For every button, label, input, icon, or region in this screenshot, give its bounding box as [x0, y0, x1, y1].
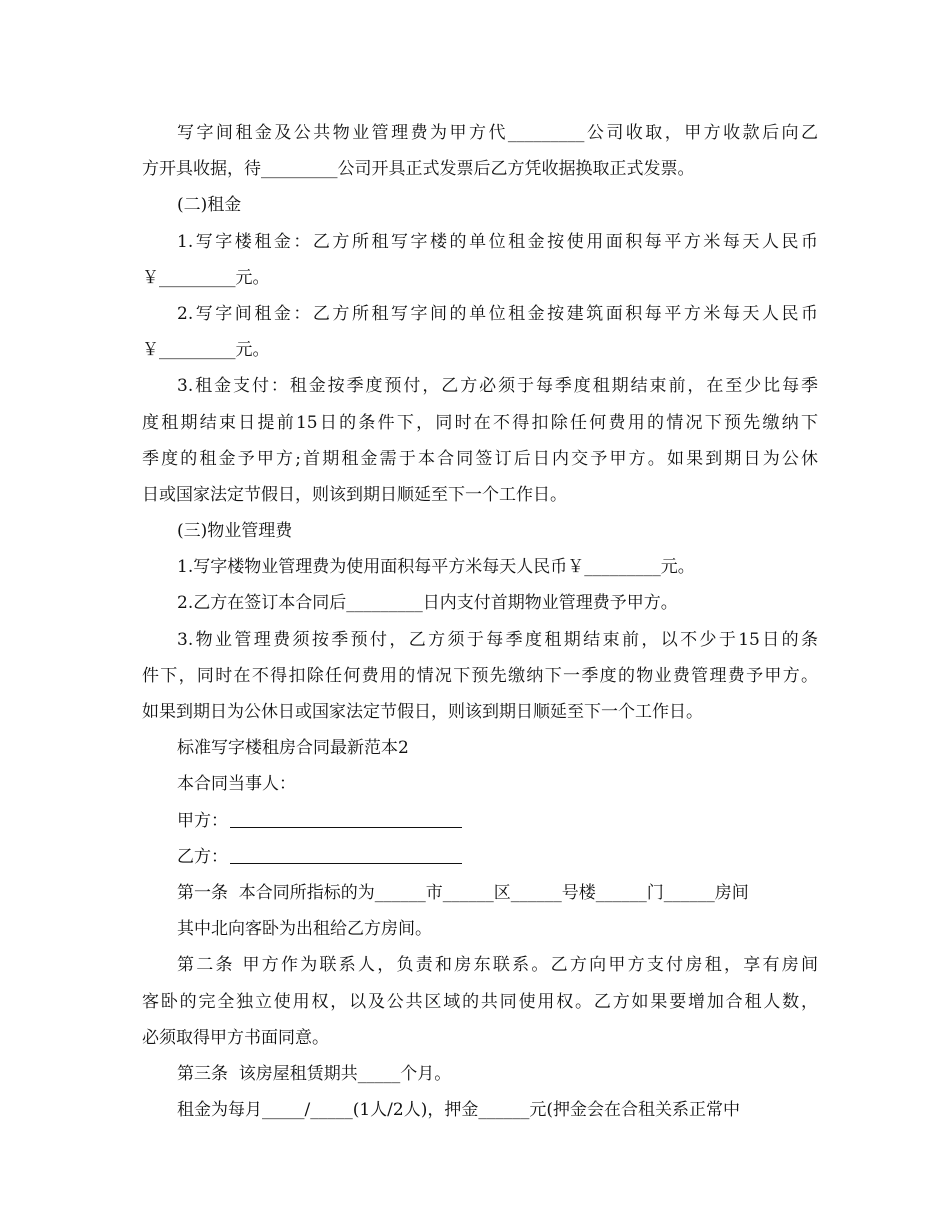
paragraph-line: ￥_________元。	[142, 340, 270, 361]
paragraph-line: 件下，同时在不得扣除任何费用的情况下预先缴纳下一季度的物业费管理费予甲方。	[142, 665, 818, 686]
paragraph-line: 3.租金支付：租金按季度预付，乙方必须于每季度租期结束前，在至少比每季	[177, 376, 818, 397]
paragraph-line: 客卧的完全独立使用权，以及公共区域的共同使用权。乙方如果要增加合租人数，	[142, 991, 818, 1012]
party-a-line	[142, 803, 818, 839]
section-heading: (三)物业管理费	[177, 521, 293, 542]
party-b-signature-blank	[230, 845, 462, 864]
paragraph-line: 2.写字间租金：乙方所租写字间的单位租金按建筑面积每平方米每天人民币	[177, 303, 818, 324]
paragraph-line: 其中北向客卧为出租给乙方房间。	[177, 919, 432, 940]
paragraph-line: 如果到期日为公休日或国家法定节假日，则该到期日顺延至下一个工作日。	[142, 702, 703, 722]
paragraph-line: 方开具收据，待_________公司开具正式发票后乙方凭收据换取正式发票。	[142, 159, 695, 180]
paragraph-line: 2.乙方在签订本合同后_________日内支付首期物业管理费予甲方。	[177, 593, 678, 614]
paragraph-line: 日或国家法定节假日，则该到期日顺延至下一个工作日。	[142, 484, 567, 505]
party-b-line	[142, 839, 818, 875]
document-title: 标准写字楼租房合同最新范本2	[177, 738, 409, 759]
paragraph-line: 3.物业管理费须按季预付，乙方须于每季度租期结束前，以不少于15日的条	[177, 629, 818, 650]
paragraph-line: ￥_________元。	[142, 267, 270, 288]
paragraph-line: 季度的租金予甲方;首期租金需于本合同签订后日内交予甲方。如果到期日为公休	[142, 448, 818, 469]
paragraph-line: 1.写字楼租金：乙方所租写字楼的单位租金按使用面积每平方米每天人民币	[177, 231, 818, 252]
paragraph-line: 写字间租金及公共物业管理费为甲方代_________公司收取，甲方收款后向乙	[177, 123, 818, 143]
party-b-label: 乙方：	[177, 846, 228, 867]
paragraph-line: 度租期结束日提前15日的条件下，同时在不得扣除任何费用的情况下预先缴纳下	[142, 412, 818, 433]
paragraph-line: 1.写字楼物业管理费为使用面积每平方米每天人民币￥_________元。	[177, 557, 695, 578]
article-line: 第三条 该房屋租赁期共_____个月。	[177, 1063, 452, 1084]
article-line: 第二条 甲方作为联系人，负责和房东联系。乙方向甲方支付房租，享有房间	[177, 955, 818, 976]
party-a-signature-blank	[230, 809, 462, 828]
paragraph-line: 租金为每月_____/_____(1人/2人)，押金______元(押金会在合租关系正常中	[177, 1100, 740, 1121]
paragraph-line: 必须取得甲方书面同意。	[142, 1027, 329, 1048]
document-body	[142, 115, 818, 1128]
article-line: 第一条 本合同所指标的为______市______区______号楼______门______房间	[177, 882, 749, 903]
section-heading: (二)租金	[177, 195, 242, 216]
party-a-label: 甲方：	[177, 810, 228, 831]
paragraph-line: 本合同当事人：	[177, 774, 296, 795]
